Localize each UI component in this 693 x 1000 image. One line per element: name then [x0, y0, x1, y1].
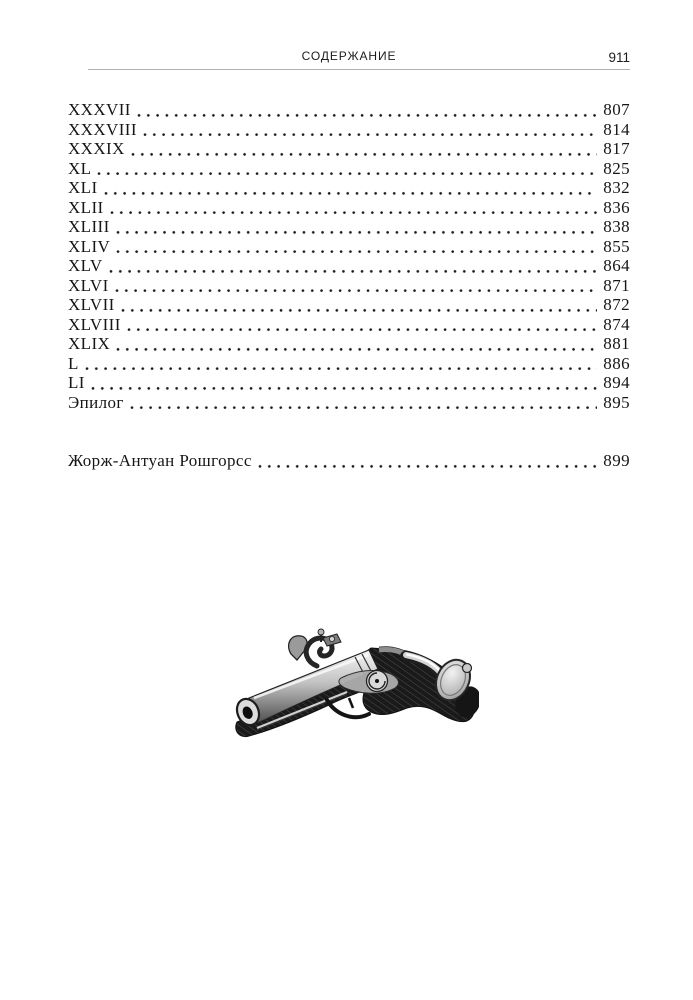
toc-entry: [68, 198, 630, 218]
toc-entry: [68, 315, 630, 335]
chapter-page-number: 886: [603, 353, 630, 373]
dot-leader: [83, 354, 598, 374]
toc-entry: [68, 217, 630, 237]
chapter-page-number: 825: [603, 158, 630, 178]
chapter-label: XLIII: [68, 217, 110, 236]
chapter-page-number: 881: [603, 334, 630, 353]
dot-leader: [125, 315, 598, 335]
chapter-page-number: 814: [603, 119, 630, 139]
chapter-label: XXXVII: [68, 100, 131, 119]
dot-leader: [128, 393, 598, 413]
chapter-page-number: 838: [603, 217, 630, 236]
chapter-label: XLVI: [68, 275, 109, 295]
toc-entry: [68, 159, 630, 179]
chapter-page-number: 895: [603, 392, 630, 412]
dot-leader: [135, 100, 597, 120]
chapter-label: XXXVIII: [68, 119, 137, 139]
chapter-label: XLI: [68, 178, 98, 197]
dot-leader: [108, 198, 598, 218]
chapter-label: LI: [68, 373, 85, 392]
toc-entry: [68, 139, 630, 159]
chapter-page-number: 874: [603, 314, 630, 334]
pistol-illustration-svg: [231, 628, 479, 745]
dot-leader: [95, 159, 597, 179]
dot-leader: [129, 139, 598, 159]
chapter-page-number: 836: [603, 197, 630, 217]
chapter-page-number: 855: [603, 236, 630, 256]
toc-entry: [68, 178, 630, 198]
chapter-page-number: 817: [603, 139, 630, 158]
page-title: СОДЕРЖАНИЕ: [301, 49, 397, 63]
toc-entry: [68, 354, 630, 374]
folio-number: 911: [608, 50, 630, 65]
dot-leader: [141, 120, 597, 140]
chapter-page-number: 871: [603, 275, 630, 295]
author-label: Жорж-Антуан Рошгорсс: [68, 451, 252, 470]
chapter-label: XLIX: [68, 334, 111, 353]
chapter-label: XLV: [68, 256, 103, 275]
chapter-label: XLVII: [68, 295, 115, 314]
dot-leader: [102, 178, 598, 198]
dot-leader: [114, 217, 598, 237]
chapter-label: XLII: [68, 197, 104, 217]
toc-entry: [68, 120, 630, 140]
running-head: [68, 0, 630, 70]
chapter-label: XLIV: [68, 236, 111, 256]
dot-leader: [119, 295, 598, 315]
author-entry: [68, 451, 630, 471]
dot-leader: [256, 451, 598, 471]
toc-entry: [68, 237, 630, 257]
dot-leader: [89, 373, 597, 393]
chapter-label: XLVIII: [68, 314, 121, 334]
author-page-number: 899: [603, 451, 630, 470]
chapter-label: Эпилог: [68, 392, 124, 412]
flintlock-pistol-engraving: [231, 628, 479, 745]
toc-entry: [68, 276, 630, 296]
chapter-label: XXXIX: [68, 139, 125, 158]
toc-entry: [68, 393, 630, 413]
toc-entry: [68, 256, 630, 276]
toc-entry: [68, 295, 630, 315]
dot-leader: [113, 276, 598, 296]
dot-leader: [114, 334, 597, 354]
header-rule: [88, 69, 630, 70]
chapter-page-number: 872: [603, 295, 630, 314]
chapter-page-number: 894: [603, 373, 630, 392]
table-of-contents: [68, 100, 630, 471]
dot-leader: [107, 256, 598, 276]
chapter-page-number: 864: [603, 256, 630, 275]
toc-entry: [68, 334, 630, 354]
chapter-page-number: 832: [603, 178, 630, 197]
dot-leader: [114, 237, 597, 257]
chapter-label: XL: [68, 158, 92, 178]
chapter-label: L: [68, 353, 79, 373]
toc-entry: [68, 100, 630, 120]
chapter-page-number: 807: [603, 100, 630, 119]
toc-entry: [68, 373, 630, 393]
